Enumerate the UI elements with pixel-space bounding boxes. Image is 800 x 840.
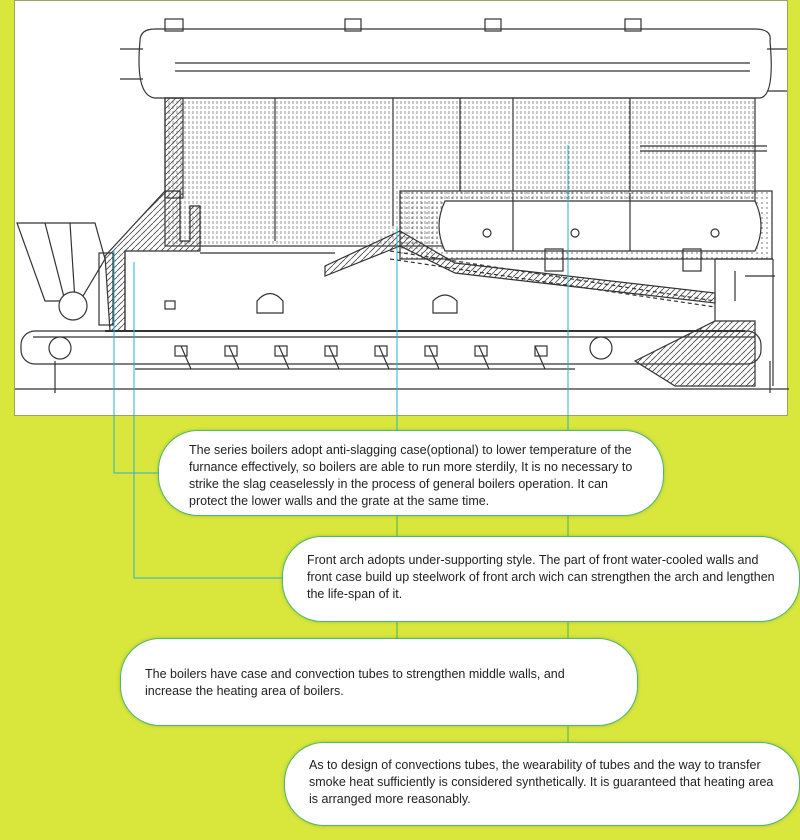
callout-front-arch-text: Front arch adopts under-supporting style. The part of front water-cooled walls and front case build up steelwork of front arch wich can strengthen the arch and lengthen the life-span of it. (307, 553, 775, 601)
callout-case-convection (120, 638, 638, 726)
callout-case-convection-text: The boilers have case and convection tubes to strengthen middle walls, and increase the heating area of boilers. (145, 667, 565, 698)
coal-hopper (17, 223, 113, 325)
boiler-cross-section (15, 1, 789, 417)
chain-grate (15, 321, 789, 393)
callout-front-arch (282, 536, 800, 622)
callout-anti-slagging-text: The series boilers adopt anti-slagging case(optional) to lower temperature of the furnance effectively, so boilers are able to run more sterdily, It is no necessary to strike the slag ceaselessly in the process of general boilers operation. It can protect the lower walls and the grate at the same time. (189, 443, 633, 508)
callout-anti-slagging (158, 430, 664, 516)
callout-convection-design (284, 742, 800, 826)
callout-convection-design-text: As to design of convections tubes, the wearability of tubes and the way to transfer smoke heat sufficiently is considered synthetically. It is guaranteed that heating area is arranged more reasonably. (309, 758, 774, 806)
upper-drum (120, 19, 787, 98)
boiler-drawing (14, 0, 788, 416)
